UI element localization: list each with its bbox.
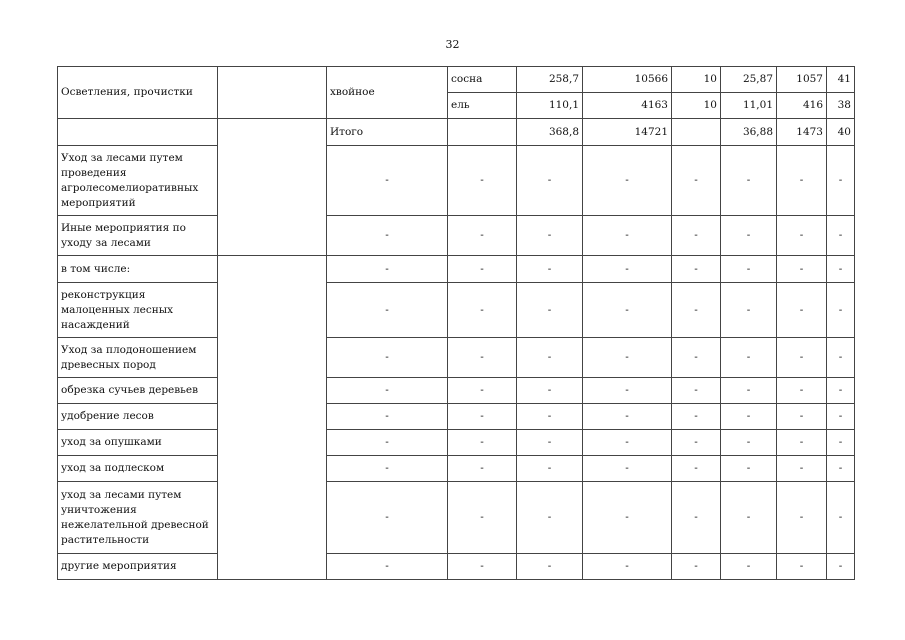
dash-cell: - [672, 554, 721, 580]
dash-cell: - [583, 216, 672, 256]
group-label-cell: хвойное [327, 67, 448, 119]
dash-cell: - [583, 482, 672, 554]
dash-cell: - [672, 430, 721, 456]
dash-cell: - [327, 216, 448, 256]
dash-cell: - [777, 338, 827, 378]
value-cell: 36,88 [721, 119, 777, 146]
dash-cell: - [583, 430, 672, 456]
value-cell: 10 [672, 93, 721, 119]
dash-cell: - [827, 554, 855, 580]
dash-cell: - [448, 482, 517, 554]
table-row [58, 338, 855, 378]
table-row [58, 554, 855, 580]
dash-cell: - [672, 378, 721, 404]
dash-cell: - [327, 482, 448, 554]
activity-name-cell: в том числе: [58, 256, 218, 283]
dash-cell: - [827, 378, 855, 404]
dash-cell: - [327, 146, 448, 216]
dash-cell: - [448, 554, 517, 580]
dash-cell: - [448, 216, 517, 256]
dash-cell: - [827, 404, 855, 430]
dash-cell: - [327, 338, 448, 378]
dash-cell: - [448, 256, 517, 283]
dash-cell: - [777, 256, 827, 283]
dash-cell: - [327, 404, 448, 430]
dash-cell: - [777, 216, 827, 256]
dash-cell: - [827, 216, 855, 256]
value-cell: 258,7 [517, 67, 583, 93]
value-cell: 1473 [777, 119, 827, 146]
value-cell: 41 [827, 67, 855, 93]
dash-cell: - [448, 146, 517, 216]
value-cell: 38 [827, 93, 855, 119]
dash-cell: - [721, 216, 777, 256]
table-row-total [58, 119, 855, 146]
dash-cell: - [721, 256, 777, 283]
table-row [58, 283, 855, 338]
dash-cell: - [517, 378, 583, 404]
dash-cell: - [777, 283, 827, 338]
value-cell: 11,01 [721, 93, 777, 119]
dash-cell: - [448, 338, 517, 378]
value-cell: 110,1 [517, 93, 583, 119]
table-row [58, 430, 855, 456]
activity-name-cell: реконструкция малоценных лесных насаждений [58, 283, 218, 338]
activity-name-cell: уход за опушками [58, 430, 218, 456]
activity-name-cell: Уход за плодоношением древесных пород [58, 338, 218, 378]
dash-cell: - [672, 482, 721, 554]
dash-cell: - [517, 456, 583, 482]
dash-cell: - [827, 430, 855, 456]
species-cell: ель [448, 93, 517, 119]
dash-cell: - [583, 378, 672, 404]
dash-cell: - [327, 256, 448, 283]
empty-cell [58, 119, 218, 146]
value-cell: 4163 [583, 93, 672, 119]
dash-cell: - [672, 283, 721, 338]
dash-cell: - [721, 456, 777, 482]
dash-cell: - [721, 378, 777, 404]
forest-care-table [57, 66, 855, 580]
dash-cell: - [448, 456, 517, 482]
activity-name-cell: уход за подлеском [58, 456, 218, 482]
dash-cell: - [583, 404, 672, 430]
dash-cell: - [583, 146, 672, 216]
dash-cell: - [827, 338, 855, 378]
value-cell: 416 [777, 93, 827, 119]
empty-cell [448, 119, 517, 146]
dash-cell: - [777, 404, 827, 430]
dash-cell: - [517, 216, 583, 256]
dash-cell: - [583, 338, 672, 378]
dash-cell: - [777, 554, 827, 580]
dash-cell: - [827, 256, 855, 283]
dash-cell: - [517, 338, 583, 378]
activity-name-cell: уход за лесами путем уничтожения нежелательной древесной растительности [58, 482, 218, 554]
table-row [58, 378, 855, 404]
dash-cell: - [517, 146, 583, 216]
dash-cell: - [448, 283, 517, 338]
dash-cell: - [777, 482, 827, 554]
dash-cell: - [827, 482, 855, 554]
value-cell: 10 [672, 67, 721, 93]
table-row [58, 256, 855, 283]
dash-cell: - [448, 378, 517, 404]
dash-cell: - [721, 338, 777, 378]
dash-cell: - [327, 283, 448, 338]
dash-cell: - [583, 456, 672, 482]
empty-cell [218, 256, 327, 580]
dash-cell: - [327, 430, 448, 456]
dash-cell: - [777, 430, 827, 456]
dash-cell: - [777, 456, 827, 482]
dash-cell: - [517, 554, 583, 580]
dash-cell: - [448, 430, 517, 456]
dash-cell: - [672, 456, 721, 482]
dash-cell: - [583, 256, 672, 283]
dash-cell: - [721, 554, 777, 580]
dash-cell: - [517, 256, 583, 283]
table-row [58, 216, 855, 256]
species-cell: сосна [448, 67, 517, 93]
value-cell: 1057 [777, 67, 827, 93]
dash-cell: - [327, 456, 448, 482]
activity-name-cell: обрезка сучьев деревьев [58, 378, 218, 404]
dash-cell: - [517, 430, 583, 456]
dash-cell: - [672, 338, 721, 378]
table-row [58, 146, 855, 216]
value-cell: 10566 [583, 67, 672, 93]
table-row [58, 404, 855, 430]
dash-cell: - [721, 146, 777, 216]
dash-cell: - [827, 283, 855, 338]
dash-cell: - [448, 404, 517, 430]
dash-cell: - [721, 430, 777, 456]
dash-cell: - [583, 554, 672, 580]
dash-cell: - [672, 146, 721, 216]
page-number: 32 [445, 38, 460, 51]
empty-cell [218, 119, 327, 256]
dash-cell: - [672, 404, 721, 430]
dash-cell: - [517, 283, 583, 338]
table-row [58, 482, 855, 554]
value-cell: 25,87 [721, 67, 777, 93]
dash-cell: - [777, 378, 827, 404]
table-row [58, 67, 855, 93]
dash-cell: - [777, 146, 827, 216]
dash-cell: - [721, 283, 777, 338]
dash-cell: - [827, 146, 855, 216]
dash-cell: - [721, 404, 777, 430]
value-cell: 14721 [583, 119, 672, 146]
value-cell: 368,8 [517, 119, 583, 146]
dash-cell: - [327, 378, 448, 404]
activity-name-cell: Иные мероприятия по уходу за лесами [58, 216, 218, 256]
value-cell [672, 119, 721, 146]
activity-name-cell: Уход за лесами путем проведения агролесомелиоративных мероприятий [58, 146, 218, 216]
activity-name-cell: удобрение лесов [58, 404, 218, 430]
dash-cell: - [827, 456, 855, 482]
dash-cell: - [327, 554, 448, 580]
empty-cell [218, 67, 327, 119]
total-label-cell: Итого [327, 119, 448, 146]
activity-name-cell: другие мероприятия [58, 554, 218, 580]
dash-cell: - [583, 283, 672, 338]
dash-cell: - [672, 216, 721, 256]
value-cell: 40 [827, 119, 855, 146]
section-title-cell: Осветления, прочистки [58, 67, 218, 119]
dash-cell: - [672, 256, 721, 283]
dash-cell: - [721, 482, 777, 554]
dash-cell: - [517, 404, 583, 430]
dash-cell: - [517, 482, 583, 554]
table-row [58, 456, 855, 482]
